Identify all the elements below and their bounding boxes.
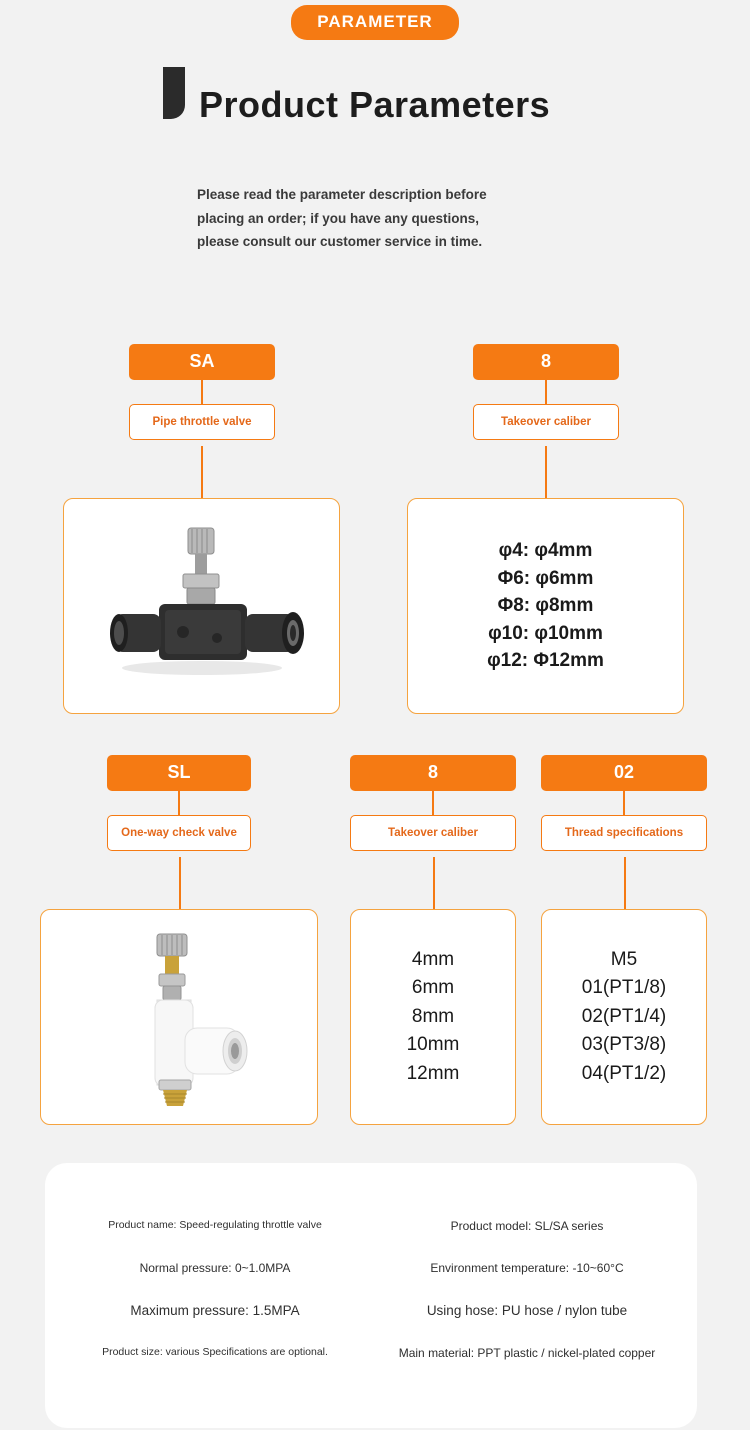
white-one-way-check-valve-photo [79, 920, 279, 1115]
spec-main-material: Main material: PPT plastic / nickel-plated copper [398, 1346, 656, 1360]
group-caliber-bottom-panel [350, 909, 516, 1125]
thread-line-1: M5 [610, 948, 638, 970]
thread-line-5: 04(PT1/2) [581, 1062, 667, 1084]
group-caliber-bottom-connector-top [432, 791, 434, 815]
group-thread-connector-top [623, 791, 625, 815]
caliber-top-line-2: Φ6: φ6mm [497, 567, 594, 589]
group-thread-code: 02 [541, 755, 707, 791]
group-thread-connector-bottom [624, 857, 626, 909]
intro-line-3: please consult our customer service in time. [197, 234, 483, 250]
spec-normal-pressure: Normal pressure: 0~1.0MPA [139, 1261, 291, 1275]
group-sl-image-panel [40, 909, 318, 1125]
group-sa [129, 344, 275, 440]
spec-using-hose: Using hose: PU hose / nylon tube [426, 1303, 628, 1318]
caliber-bottom-line-2: 6mm [411, 977, 455, 999]
group-caliber-bottom [350, 755, 516, 851]
caliber-bottom-line-3: 8mm [411, 1005, 455, 1027]
spec-product-name: Product name: Speed-regulating throttle valve [108, 1219, 322, 1231]
intro-line-1: Please read the parameter description before [197, 187, 487, 202]
caliber-top-line-5: φ12: Φ12mm [487, 650, 604, 672]
group-caliber-top-connector-bottom [545, 446, 547, 498]
group-thread-sublabel: Thread specifications [541, 815, 707, 851]
spec-environment-temperature: Environment temperature: -10~60°C [430, 1261, 624, 1275]
group-sa-connector-top [201, 380, 203, 404]
group-sl-sublabel: One-way check valve [107, 815, 251, 851]
thread-line-2: 01(PT1/8) [581, 977, 667, 999]
group-sl-code: SL [107, 755, 251, 791]
group-caliber-top-sublabel: Takeover caliber [473, 404, 619, 440]
spec-product-size: Product size: various Specifications are optional. [102, 1346, 328, 1358]
group-caliber-top-code: 8 [473, 344, 619, 380]
group-caliber-top [473, 344, 619, 440]
group-thread [541, 755, 707, 851]
group-sa-connector-bottom [201, 446, 203, 498]
thread-list [582, 946, 666, 1089]
specifications-card [45, 1163, 697, 1428]
group-sl [107, 755, 251, 851]
group-caliber-bottom-sublabel: Takeover caliber [350, 815, 516, 851]
intro-text [197, 183, 577, 254]
thread-line-3: 02(PT1/4) [581, 1005, 667, 1027]
page-title-row [0, 67, 750, 125]
group-sa-code: SA [129, 344, 275, 380]
parameter-badge: PARAMETER [291, 5, 458, 40]
caliber-top-list [487, 537, 604, 675]
caliber-bottom-list [407, 946, 460, 1089]
caliber-top-line-1: φ4: φ4mm [498, 540, 593, 562]
intro-line-2: placing an order; if you have any questions, [197, 210, 480, 226]
caliber-bottom-line-5: 12mm [406, 1062, 460, 1084]
group-sa-sublabel: Pipe throttle valve [129, 404, 275, 440]
specifications-grid [45, 1163, 697, 1374]
group-caliber-top-connector-top [545, 380, 547, 404]
group-sl-connector-bottom [179, 857, 181, 909]
quote-mark-decoration [163, 67, 185, 119]
black-pipe-throttle-valve-photo [87, 516, 317, 696]
parameter-badge-container [0, 0, 750, 40]
caliber-top-line-3: Φ8: φ8mm [497, 595, 594, 617]
group-caliber-top-panel [407, 498, 684, 714]
caliber-bottom-line-4: 10mm [406, 1034, 460, 1056]
caliber-top-line-4: φ10: φ10mm [488, 622, 603, 644]
spec-maximum-pressure: Maximum pressure: 1.5MPA [130, 1303, 300, 1318]
page-title: Product Parameters [199, 84, 551, 125]
spec-product-model: Product model: SL/SA series [450, 1219, 604, 1233]
group-sl-connector-top [178, 791, 180, 815]
group-caliber-bottom-code: 8 [350, 755, 516, 791]
thread-line-4: 03(PT3/8) [581, 1034, 667, 1056]
group-sa-image-panel [63, 498, 340, 714]
group-caliber-bottom-connector-bottom [433, 857, 435, 909]
group-thread-panel [541, 909, 707, 1125]
caliber-bottom-line-1: 4mm [411, 948, 455, 970]
